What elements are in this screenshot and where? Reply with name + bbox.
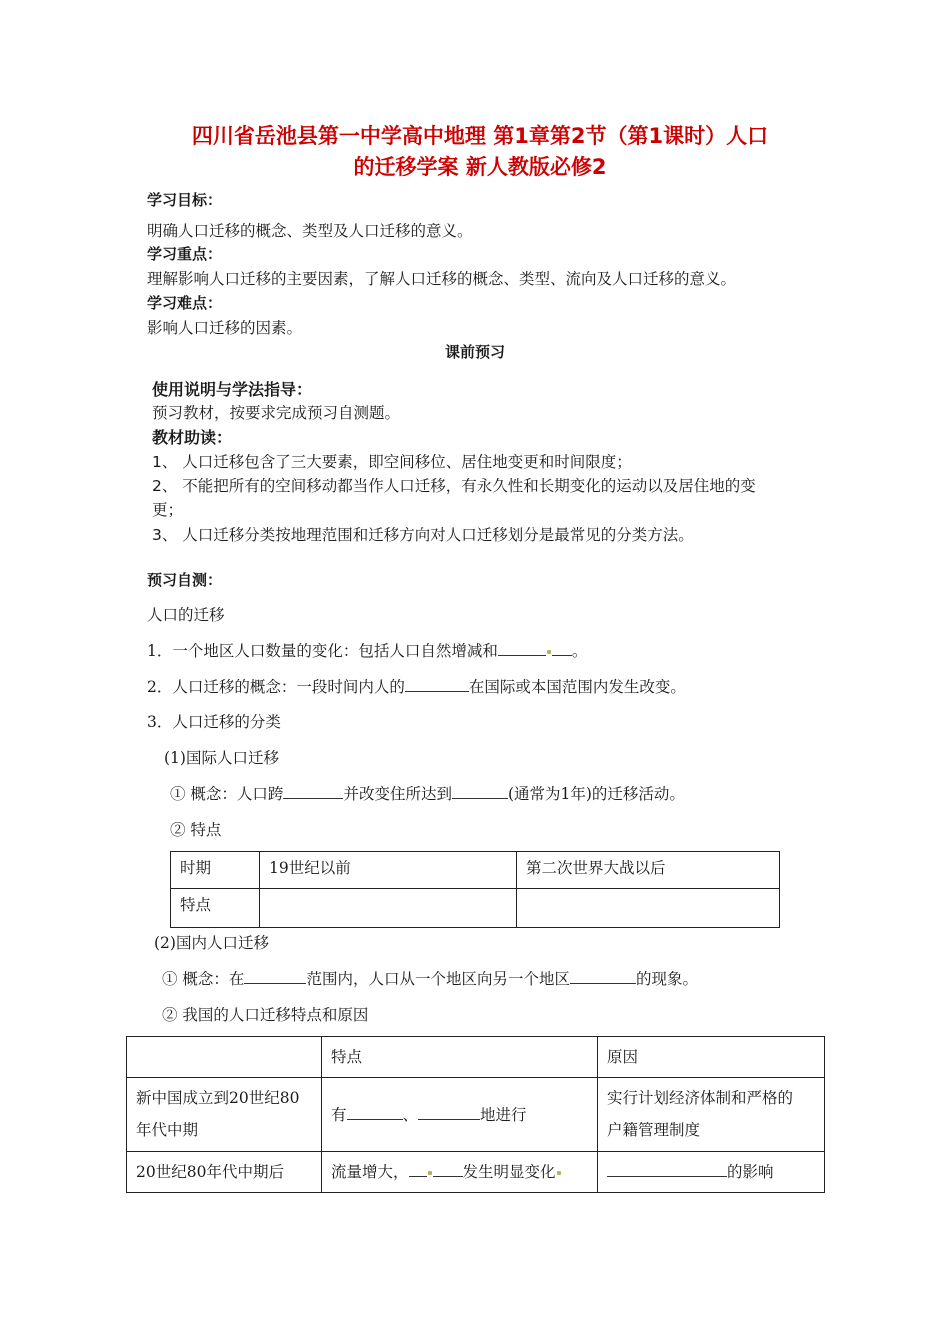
question-1-end: 。 <box>571 642 588 660</box>
question-2 <box>147 675 686 697</box>
table-row <box>127 1078 825 1152</box>
aid-label: 教材助读： <box>152 428 233 447</box>
key-point-label: 学习重点： <box>147 245 223 263</box>
period-cell: 20世纪80年代中期后 <box>127 1152 322 1193</box>
answer-cell[interactable] <box>517 889 780 928</box>
period-text: 年代中期 <box>136 1121 199 1139</box>
reason-text: 户籍管理制度 <box>607 1121 701 1139</box>
question-2-end: 在国际或本国范围内发生改变。 <box>468 678 686 696</box>
table-header: 第二次世界大战以后 <box>517 852 780 889</box>
table-header: 时期 <box>171 852 260 889</box>
table-header: 19世纪以前 <box>260 852 517 889</box>
usage-text: 预习教材，按要求完成预习自测题。 <box>152 404 401 422</box>
china-migration-table <box>126 1036 825 1193</box>
preview-heading: 课前预习 <box>444 343 505 361</box>
usage-label: 使用说明与学法指导： <box>152 380 313 399</box>
feature-cell <box>322 1152 598 1193</box>
table-row <box>127 1037 825 1078</box>
answer-cell[interactable] <box>260 889 517 928</box>
mark-dot <box>547 650 551 654</box>
answer-blank[interactable] <box>433 1162 463 1177</box>
concept-text: ① 概念：人口跨 <box>170 785 284 803</box>
reason-text: 的影响 <box>727 1163 774 1181</box>
concept-text: (通常为1年)的迁移活动。 <box>507 785 685 803</box>
answer-blank[interactable] <box>498 641 546 656</box>
reason-text: 实行计划经济体制和严格的 <box>607 1089 794 1107</box>
feature-text: 有 <box>331 1105 347 1124</box>
aid-item: 3、 人口迁移分类按地理范围和迁移方向对人口迁移划分是最常见的分类方法。 <box>152 526 694 544</box>
answer-blank[interactable] <box>283 784 343 799</box>
international-feature-label: ② 特点 <box>170 821 222 839</box>
table-row <box>127 1152 825 1193</box>
answer-blank[interactable] <box>418 1105 480 1120</box>
table-row <box>171 852 780 889</box>
concept-text: 范围内，人口从一个地区向另一个地区 <box>306 970 570 988</box>
feature-text: 地进行 <box>480 1105 527 1124</box>
answer-blank[interactable] <box>347 1105 403 1120</box>
difficulty-label: 学习难点： <box>147 294 223 312</box>
objective-label: 学习目标： <box>147 191 223 209</box>
domestic-feature-label: ② 我国的人口迁移特点和原因 <box>162 1006 369 1024</box>
period-cell <box>127 1078 322 1152</box>
difficulty-text: 影响人口迁移的因素。 <box>147 319 303 337</box>
objective-text: 明确人口迁移的概念、类型及人口迁移的意义。 <box>147 222 473 240</box>
table-header <box>127 1037 322 1078</box>
aid-item: 2、 不能把所有的空间移动都当作人口迁移，有永久性和长期变化的运动以及居住地的变 <box>152 477 756 495</box>
reason-cell <box>598 1152 825 1193</box>
feature-text: 发生明显变化 <box>462 1163 556 1181</box>
aid-item: 更； <box>152 501 184 519</box>
feature-text: 、 <box>402 1105 419 1124</box>
question-1 <box>147 639 587 661</box>
feature-cell <box>322 1078 598 1152</box>
document-title-line2: 的迁移学案 新人教版必修2 <box>353 155 607 179</box>
document-title-line1: 四川省岳池县第一中学高中地理 第1章第2节（第1课时）人口 <box>191 124 769 148</box>
answer-blank[interactable] <box>244 969 306 984</box>
table-header: 特点 <box>322 1037 598 1078</box>
concept-text: ① 概念：在 <box>162 970 245 988</box>
concept-text: 并改变住所达到 <box>343 785 452 803</box>
answer-blank[interactable] <box>552 641 572 656</box>
reason-cell <box>598 1078 825 1152</box>
key-point-text: 理解影响人口迁移的主要因素，了解人口迁移的概念、类型、流向及人口迁移的意义。 <box>147 270 737 288</box>
answer-blank[interactable] <box>409 1162 427 1177</box>
selftest-label: 预习自测： <box>147 571 223 589</box>
table-row-label: 特点 <box>171 889 260 928</box>
mark-dot <box>557 1171 561 1175</box>
question-3: 3．人口迁移的分类 <box>147 713 281 731</box>
answer-blank[interactable] <box>405 677 469 692</box>
aid-item: 1、 人口迁移包含了三大要素，即空间移位、居住地变更和时间限度； <box>152 453 632 471</box>
answer-blank[interactable] <box>607 1162 727 1177</box>
question-1-text: 1．一个地区人口数量的变化：包括人口自然增减和 <box>147 642 498 660</box>
answer-blank[interactable] <box>570 969 636 984</box>
mark-dot <box>428 1171 432 1175</box>
international-migration-label: (1)国际人口迁移 <box>164 749 279 767</box>
question-2-text: 2．人口迁移的概念：一段时间内人的 <box>147 678 405 696</box>
concept-text: 的现象。 <box>635 970 698 988</box>
table-header: 原因 <box>598 1037 825 1078</box>
domestic-migration-label: (2)国内人口迁移 <box>154 934 269 952</box>
period-text: 新中国成立到20世纪80 <box>136 1089 300 1107</box>
selftest-topic: 人口的迁移 <box>147 606 225 624</box>
table-row <box>171 889 780 928</box>
international-concept <box>170 782 685 804</box>
domestic-concept <box>162 967 698 989</box>
international-table <box>170 851 780 928</box>
feature-text: 流量增大， <box>331 1163 409 1181</box>
answer-blank[interactable] <box>452 784 508 799</box>
